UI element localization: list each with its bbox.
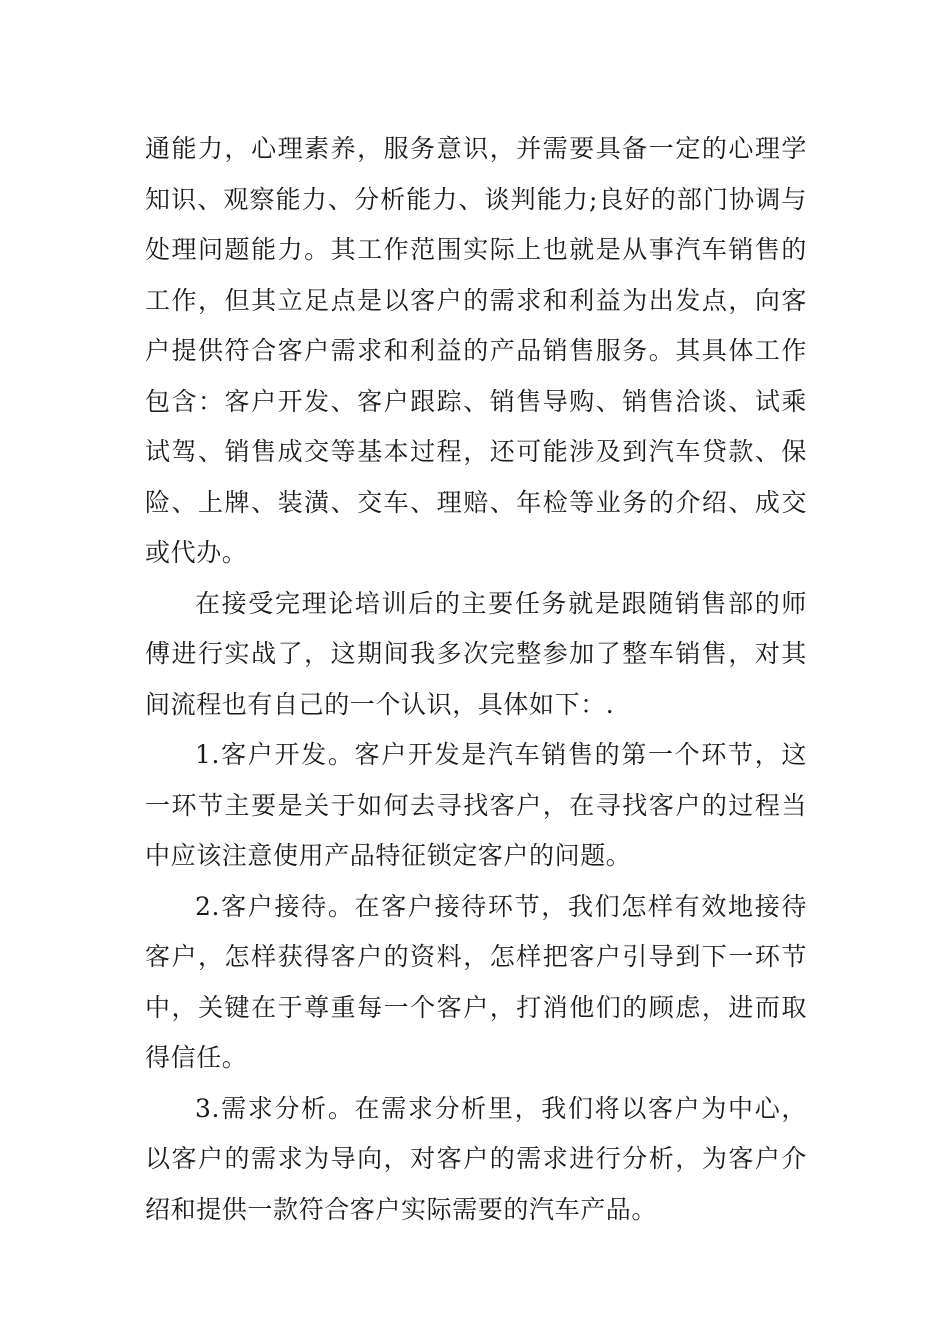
paragraph-continued: 通能力，心理素养，服务意识，并需要具备一定的心理学知识、观察能力、分析能力、谈判能力;良好的部门协调与处理问题能力。其工作范围实际上也就是从事汽车销售的工作，但其立足点是以客户的需求和利益为出发点，向客户提供符合客户需求和利益的产品销售服务。其具体工作包含：客户开发、客户跟踪、销售导购、销售洽谈、试乘试驾、销售成交等基本过程，还可能涉及到汽车贷款、保险、上牌、装潢、交车、理赔、年检等业务的介绍、成交或代办。 bbox=[145, 134, 807, 567]
paragraph-needs-analysis: 3.需求分析。在需求分析里，我们将以客户为中心，以客户的需求为导向，对客户的需求进行分析，为客户介绍和提供一款符合客户实际需要的汽车产品。 bbox=[145, 1093, 807, 1224]
paragraph-customer-reception: 2.客户接待。在客户接待环节，我们怎样有效地接待客户，怎样获得客户的资料，怎样把客户引导到下一环节中，关键在于尊重每一个客户，打消他们的顾虑，进而取得信任。 bbox=[145, 891, 807, 1072]
document-body bbox=[145, 124, 807, 1235]
paragraph-training: 在接受完理论培训后的主要任务就是跟随销售部的师傅进行实战了，这期间我多次完整参加了整车销售，对其间流程也有自己的一个认识，具体如下：. bbox=[145, 588, 807, 719]
paragraph-customer-development: 1.客户开发。客户开发是汽车销售的第一个环节，这一环节主要是关于如何去寻找客户，在寻找客户的过程当中应该注意使用产品特征锁定客户的问题。 bbox=[145, 740, 807, 870]
